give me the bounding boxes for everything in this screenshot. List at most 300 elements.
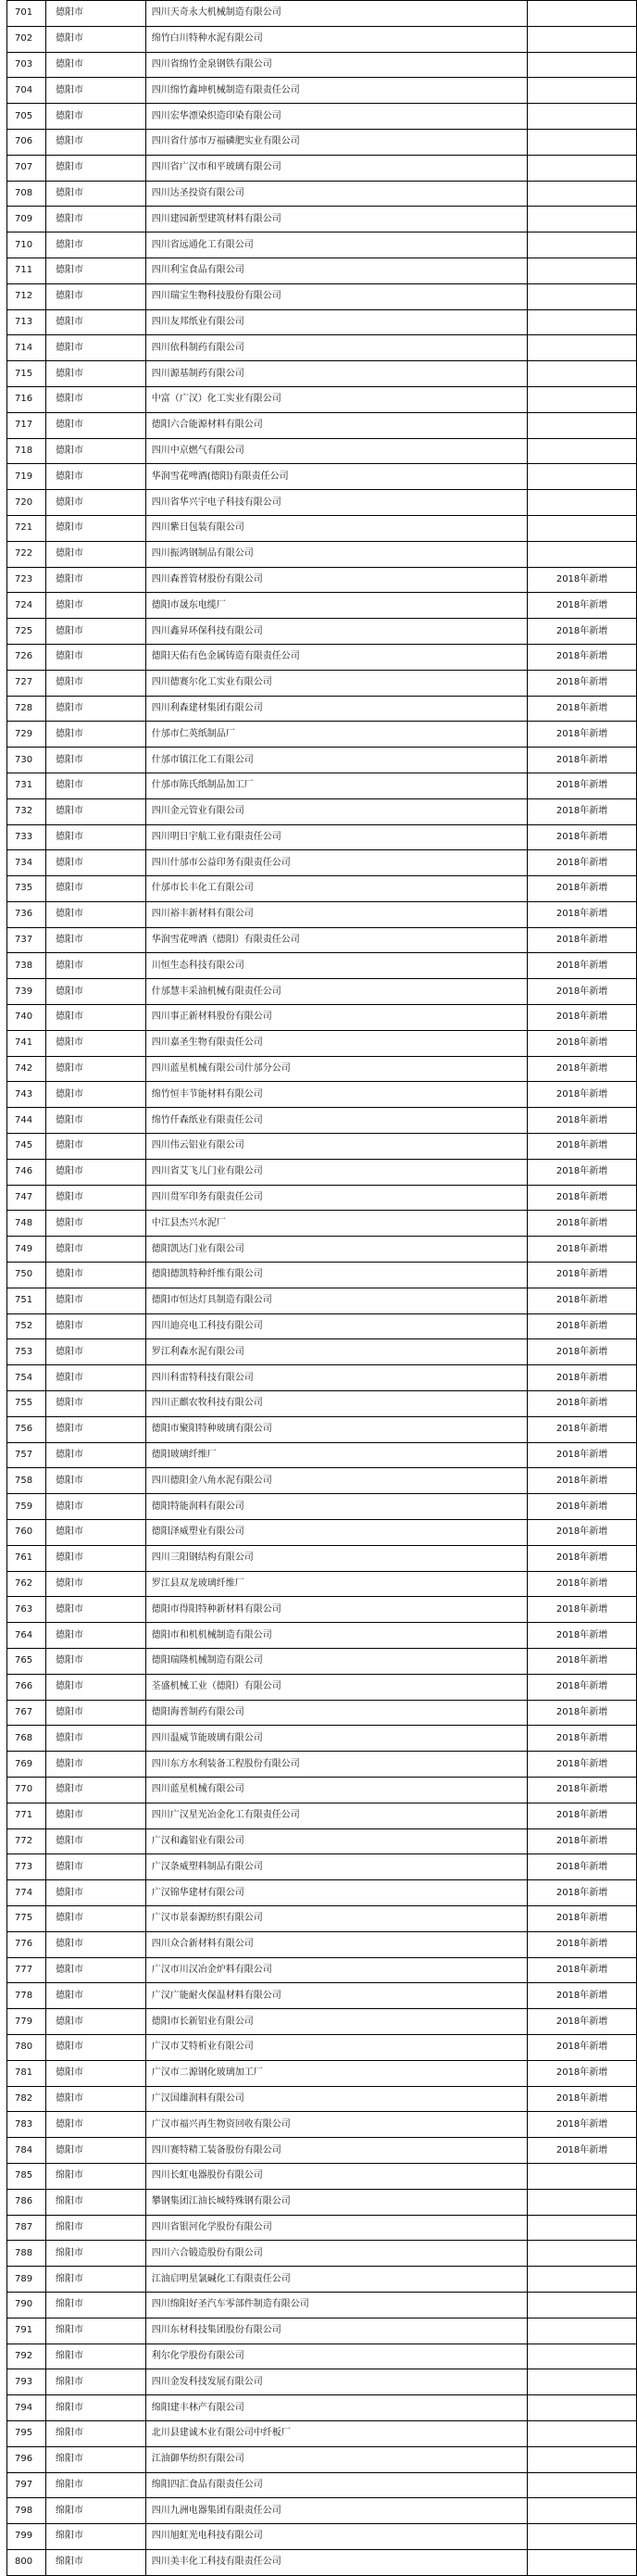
company-name-cell: 四川德赛尔化工实业有限公司 (145, 670, 527, 696)
table-row (7, 1391, 637, 1417)
table-row (7, 1674, 637, 1700)
table-row (7, 670, 637, 696)
company-name-cell: 四川嘉圣生物有限责任公司 (145, 1030, 527, 1056)
row-number: 709 (7, 207, 46, 232)
table-row (7, 2189, 637, 2215)
company-name-cell: 四川省什邡市万福磷肥实业有限公司 (145, 129, 527, 155)
note-cell: 2018年新增 (528, 1777, 637, 1803)
city-cell: 德阳市 (45, 927, 145, 953)
note-cell: 2018年新增 (528, 696, 637, 722)
city-cell: 德阳市 (45, 258, 145, 283)
city-cell: 德阳市 (45, 335, 145, 361)
table-row (7, 104, 637, 130)
company-name-cell: 四川事正新材料股份有限公司 (145, 1005, 527, 1031)
company-name-cell: 四川六合锻造股份有限公司 (145, 2241, 527, 2267)
row-number: 759 (7, 1494, 46, 1520)
city-cell: 德阳市 (45, 541, 145, 567)
note-cell: 2018年新增 (528, 1082, 637, 1108)
note-cell: 2018年新增 (528, 2060, 637, 2086)
company-name-cell: 罗江县双龙玻璃纤维厂 (145, 1571, 527, 1597)
company-name-cell: 四川三阳钢结构有限公司 (145, 1545, 527, 1571)
note-cell (528, 2446, 637, 2472)
city-cell: 德阳市 (45, 1752, 145, 1778)
row-number: 752 (7, 1313, 46, 1339)
row-number: 785 (7, 2163, 46, 2189)
city-cell: 绵阳市 (45, 2395, 145, 2421)
city-cell: 德阳市 (45, 386, 145, 412)
city-cell: 德阳市 (45, 181, 145, 207)
note-cell: 2018年新增 (528, 1365, 637, 1391)
city-cell: 德阳市 (45, 1674, 145, 1700)
table-row (7, 1468, 637, 1494)
city-cell: 德阳市 (45, 207, 145, 232)
row-number: 743 (7, 1082, 46, 1108)
row-number: 722 (7, 541, 46, 567)
note-cell (528, 207, 637, 232)
table-row (7, 2086, 637, 2112)
company-name-cell: 四川省银河化学股份有限公司 (145, 2215, 527, 2241)
row-number: 745 (7, 1134, 46, 1160)
note-cell: 2018年新增 (528, 1957, 637, 1983)
company-name-cell: 广汉和鑫铝业有限公司 (145, 1828, 527, 1854)
table-row (7, 2344, 637, 2369)
note-cell: 2018年新增 (528, 1056, 637, 1082)
company-name-cell: 四川省广汉市和平玻璃有限公司 (145, 155, 527, 181)
table-row (7, 1983, 637, 2009)
company-name-cell: 德阳德凯特种纤维有限公司 (145, 1263, 527, 1288)
company-name-cell: 江油御华纺织有限公司 (145, 2446, 527, 2472)
table-row (7, 1185, 637, 1211)
company-name-cell: 四川众合新材料有限公司 (145, 1931, 527, 1957)
row-number: 731 (7, 773, 46, 798)
row-number: 792 (7, 2344, 46, 2369)
table-row (7, 1752, 637, 1778)
table-row (7, 1777, 637, 1803)
note-cell: 2018年新增 (528, 1880, 637, 1906)
city-cell: 德阳市 (45, 1339, 145, 1365)
row-number: 719 (7, 464, 46, 490)
note-cell: 2018年新增 (528, 1185, 637, 1211)
table-row (7, 1931, 637, 1957)
row-number: 770 (7, 1777, 46, 1803)
note-cell: 2018年新增 (528, 644, 637, 670)
row-number: 799 (7, 2524, 46, 2550)
city-cell: 绵阳市 (45, 2472, 145, 2498)
table-row (7, 1597, 637, 1623)
city-cell: 德阳市 (45, 1905, 145, 1931)
city-cell: 德阳市 (45, 1442, 145, 1468)
note-cell: 2018年新增 (528, 1237, 637, 1263)
row-number: 775 (7, 1905, 46, 1931)
row-number: 778 (7, 1983, 46, 2009)
company-name-cell: 四川省艾飞儿门业有限公司 (145, 1159, 527, 1185)
table-body (7, 1, 637, 2576)
table-row (7, 515, 637, 541)
row-number: 783 (7, 2112, 46, 2138)
company-name-cell: 四川振鸿钢制品有限公司 (145, 541, 527, 567)
city-cell: 德阳市 (45, 670, 145, 696)
city-cell: 德阳市 (45, 722, 145, 748)
table-row (7, 1288, 637, 1313)
note-cell: 2018年新增 (528, 1571, 637, 1597)
city-cell: 德阳市 (45, 567, 145, 593)
note-cell: 2018年新增 (528, 2034, 637, 2060)
row-number: 756 (7, 1416, 46, 1442)
city-cell: 德阳市 (45, 2034, 145, 2060)
note-cell (528, 335, 637, 361)
company-name-cell: 四川鑫昇环保科技有限公司 (145, 619, 527, 645)
company-name-cell: 绵竹恒丰节能材料有限公司 (145, 1082, 527, 1108)
table-row (7, 129, 637, 155)
company-name-cell: 江油启明星氯碱化工有限责任公司 (145, 2267, 527, 2293)
city-cell: 德阳市 (45, 1571, 145, 1597)
row-number: 784 (7, 2138, 46, 2164)
company-name-cell: 四川长虹电器股份有限公司 (145, 2163, 527, 2189)
note-cell: 2018年新增 (528, 1931, 637, 1957)
company-name-cell: 四川九洲电器集团有限责任公司 (145, 2498, 527, 2524)
company-name-cell: 德阳海普制药有限公司 (145, 1700, 527, 1726)
company-name-cell: 罗江利森水泥有限公司 (145, 1339, 527, 1365)
note-cell: 2018年新增 (528, 1494, 637, 1520)
note-cell: 2018年新增 (528, 722, 637, 748)
row-number: 704 (7, 78, 46, 104)
table-row (7, 953, 637, 979)
row-number: 755 (7, 1391, 46, 1417)
row-number: 754 (7, 1365, 46, 1391)
city-cell: 德阳市 (45, 876, 145, 902)
company-name-cell: 绵竹白川特种水泥有限公司 (145, 26, 527, 52)
note-cell: 2018年新增 (528, 1752, 637, 1778)
row-number: 765 (7, 1649, 46, 1675)
table-row (7, 232, 637, 258)
table-row (7, 1905, 637, 1931)
note-cell (528, 2344, 637, 2369)
row-number: 800 (7, 2549, 46, 2575)
table-row (7, 2472, 637, 2498)
city-cell: 德阳市 (45, 438, 145, 464)
row-number: 734 (7, 850, 46, 876)
city-cell: 绵阳市 (45, 2369, 145, 2395)
city-cell: 德阳市 (45, 748, 145, 773)
city-cell: 德阳市 (45, 78, 145, 104)
city-cell: 绵阳市 (45, 2215, 145, 2241)
company-name-cell: 广汉条威塑料制品有限公司 (145, 1854, 527, 1880)
city-cell: 德阳市 (45, 2009, 145, 2035)
company-name-cell: 四川金元管业有限公司 (145, 798, 527, 824)
row-number: 781 (7, 2060, 46, 2086)
note-cell: 2018年新增 (528, 1159, 637, 1185)
row-number: 750 (7, 1263, 46, 1288)
table-row (7, 619, 637, 645)
city-cell: 德阳市 (45, 953, 145, 979)
company-name-cell: 德阳凯达门业有限公司 (145, 1237, 527, 1263)
table-row (7, 722, 637, 748)
city-cell: 绵阳市 (45, 2420, 145, 2446)
table-row (7, 283, 637, 309)
table-row (7, 490, 637, 516)
company-name-cell: 华润雪花啤酒（德阳）有限责任公司 (145, 927, 527, 953)
row-number: 718 (7, 438, 46, 464)
table-row (7, 1854, 637, 1880)
company-name-cell: 四川蓝星机械有限公司什邡分公司 (145, 1056, 527, 1082)
note-cell (528, 541, 637, 567)
table-row (7, 1082, 637, 1108)
row-number: 712 (7, 283, 46, 309)
note-cell: 2018年新增 (528, 2009, 637, 2035)
company-name-cell: 四川迪亮电工科技有限公司 (145, 1313, 527, 1339)
row-number: 735 (7, 876, 46, 902)
company-name-cell: 广汉国雄润料有限公司 (145, 2086, 527, 2112)
note-cell (528, 104, 637, 130)
city-cell: 德阳市 (45, 129, 145, 155)
table-row (7, 1649, 637, 1675)
company-name-cell: 四川省华兴宇电子科技有限公司 (145, 490, 527, 516)
city-cell: 德阳市 (45, 901, 145, 927)
row-number: 707 (7, 155, 46, 181)
row-number: 758 (7, 1468, 46, 1494)
table-row (7, 1, 637, 27)
note-cell: 2018年新增 (528, 670, 637, 696)
company-name-cell: 绵阳建丰林产有限公司 (145, 2395, 527, 2421)
table-row (7, 181, 637, 207)
table-row (7, 2420, 637, 2446)
table-row (7, 1416, 637, 1442)
city-cell: 德阳市 (45, 309, 145, 335)
table-row (7, 1313, 637, 1339)
company-name-cell: 四川利宝食品有限公司 (145, 258, 527, 283)
note-cell (528, 2292, 637, 2318)
row-number: 711 (7, 258, 46, 283)
company-name-cell: 广汉市二源钢化玻璃加工厂 (145, 2060, 527, 2086)
city-cell: 德阳市 (45, 1313, 145, 1339)
note-cell: 2018年新增 (528, 2138, 637, 2164)
note-cell: 2018年新增 (528, 2086, 637, 2112)
row-number: 761 (7, 1545, 46, 1571)
company-name-cell: 绵竹仟森纸业有限责任公司 (145, 1108, 527, 1134)
company-name-cell: 德阳市长新铝业有限公司 (145, 2009, 527, 2035)
row-number: 717 (7, 412, 46, 438)
city-cell: 德阳市 (45, 1468, 145, 1494)
company-name-cell: 四川明日宇航工业有限责任公司 (145, 824, 527, 850)
city-cell: 德阳市 (45, 1545, 145, 1571)
city-cell: 德阳市 (45, 1649, 145, 1675)
table-row (7, 1263, 637, 1288)
company-name-cell: 四川科雷特科技有限公司 (145, 1365, 527, 1391)
table-row (7, 26, 637, 52)
row-number: 791 (7, 2318, 46, 2344)
row-number: 742 (7, 1056, 46, 1082)
city-cell: 德阳市 (45, 1726, 145, 1752)
company-name-cell: 北川县建诚木业有限公司中纤板厂 (145, 2420, 527, 2446)
company-name-cell: 广汉广能耐火保温材料有限公司 (145, 1983, 527, 2009)
company-name-cell: 德阳市聚阳特种玻璃有限公司 (145, 1416, 527, 1442)
table-row (7, 1623, 637, 1649)
table-row (7, 2060, 637, 2086)
row-number: 747 (7, 1185, 46, 1211)
note-cell: 2018年新增 (528, 1674, 637, 1700)
row-number: 741 (7, 1030, 46, 1056)
table-row (7, 1828, 637, 1854)
row-number: 713 (7, 309, 46, 335)
note-cell (528, 490, 637, 516)
company-name-cell: 四川依科制药有限公司 (145, 335, 527, 361)
note-cell (528, 2369, 637, 2395)
city-cell: 德阳市 (45, 1983, 145, 2009)
city-cell: 德阳市 (45, 1803, 145, 1828)
table-row (7, 2498, 637, 2524)
city-cell: 德阳市 (45, 1263, 145, 1288)
city-cell: 德阳市 (45, 1005, 145, 1031)
note-cell: 2018年新增 (528, 798, 637, 824)
company-name-cell: 四川裕丰新材料有限公司 (145, 901, 527, 927)
table-row (7, 979, 637, 1005)
city-cell: 德阳市 (45, 1700, 145, 1726)
city-cell: 德阳市 (45, 52, 145, 78)
note-cell: 2018年新增 (528, 1828, 637, 1854)
note-cell (528, 2241, 637, 2267)
company-name-cell: 四川金发科技发展有限公司 (145, 2369, 527, 2395)
table-row (7, 1520, 637, 1546)
note-cell: 2018年新增 (528, 1030, 637, 1056)
note-cell: 2018年新增 (528, 901, 637, 927)
city-cell: 德阳市 (45, 593, 145, 619)
company-name-cell: 四川利森建材集团有限公司 (145, 696, 527, 722)
table-row (7, 748, 637, 773)
table-row (7, 2215, 637, 2241)
row-number: 789 (7, 2267, 46, 2293)
table-row (7, 78, 637, 104)
table-row (7, 335, 637, 361)
table-row (7, 696, 637, 722)
city-cell: 绵阳市 (45, 2446, 145, 2472)
note-cell: 2018年新增 (528, 927, 637, 953)
company-name-cell: 什邡慧丰采油机械有限责任公司 (145, 979, 527, 1005)
table-row (7, 1700, 637, 1726)
table-row (7, 1494, 637, 1520)
note-cell (528, 2498, 637, 2524)
company-name-cell: 四川伟云铝业有限公司 (145, 1134, 527, 1160)
company-name-cell: 广汉市景泰源纺织有限公司 (145, 1905, 527, 1931)
company-name-cell: 广汉锦华建材有限公司 (145, 1880, 527, 1906)
table-row (7, 1571, 637, 1597)
table-row (7, 1108, 637, 1134)
table-row (7, 1005, 637, 1031)
table-row (7, 1134, 637, 1160)
row-number: 751 (7, 1288, 46, 1313)
city-cell: 德阳市 (45, 104, 145, 130)
company-name-cell: 四川森普管材股份有限公司 (145, 567, 527, 593)
row-number: 771 (7, 1803, 46, 1828)
city-cell: 德阳市 (45, 283, 145, 309)
city-cell: 德阳市 (45, 1391, 145, 1417)
table-row (7, 2241, 637, 2267)
note-cell: 2018年新增 (528, 1442, 637, 1468)
company-name-cell: 德阳瑞隆机械制造有限公司 (145, 1649, 527, 1675)
row-number: 776 (7, 1931, 46, 1957)
note-cell: 2018年新增 (528, 773, 637, 798)
company-name-cell: 四川绵阳好圣汽车零部件制造有限公司 (145, 2292, 527, 2318)
note-cell (528, 2318, 637, 2344)
table-row (7, 876, 637, 902)
table-row (7, 2138, 637, 2164)
city-cell: 德阳市 (45, 1211, 145, 1237)
row-number: 788 (7, 2241, 46, 2267)
company-name-cell: 四川贯军印务有限责任公司 (145, 1185, 527, 1211)
note-cell: 2018年新增 (528, 1263, 637, 1288)
row-number: 798 (7, 2498, 46, 2524)
note-cell: 2018年新增 (528, 1313, 637, 1339)
note-cell (528, 155, 637, 181)
note-cell (528, 283, 637, 309)
city-cell: 德阳市 (45, 1134, 145, 1160)
row-number: 762 (7, 1571, 46, 1597)
city-cell: 德阳市 (45, 490, 145, 516)
table-row (7, 1726, 637, 1752)
company-name-cell: 四川紫日包装有限公司 (145, 515, 527, 541)
table-row (7, 2524, 637, 2550)
note-cell: 2018年新增 (528, 619, 637, 645)
city-cell: 德阳市 (45, 464, 145, 490)
company-name-cell: 四川友邦纸业有限公司 (145, 309, 527, 335)
city-cell: 德阳市 (45, 1159, 145, 1185)
company-name-cell: 四川蓝星机械有限公司 (145, 1777, 527, 1803)
table-row (7, 155, 637, 181)
city-cell: 德阳市 (45, 1030, 145, 1056)
note-cell (528, 181, 637, 207)
row-number: 786 (7, 2189, 46, 2215)
row-number: 738 (7, 953, 46, 979)
city-cell: 绵阳市 (45, 2344, 145, 2369)
table-row (7, 1442, 637, 1468)
table-row (7, 52, 637, 78)
note-cell: 2018年新增 (528, 567, 637, 593)
table-row (7, 207, 637, 232)
note-cell (528, 2549, 637, 2575)
row-number: 757 (7, 1442, 46, 1468)
row-number: 772 (7, 1828, 46, 1854)
city-cell: 绵阳市 (45, 2292, 145, 2318)
note-cell: 2018年新增 (528, 1288, 637, 1313)
table-row (7, 2369, 637, 2395)
city-cell: 德阳市 (45, 361, 145, 387)
company-name-cell: 华润雪花啤酒(德阳)有限责任公司 (145, 464, 527, 490)
table-row (7, 2163, 637, 2189)
company-name-cell: 广汉市福兴再生物资回收有限公司 (145, 2112, 527, 2138)
row-number: 708 (7, 181, 46, 207)
company-name-cell: 德阳泽威塑业有限公司 (145, 1520, 527, 1546)
company-name-cell: 川恒生态科技有限公司 (145, 953, 527, 979)
table-row (7, 1211, 637, 1237)
note-cell (528, 1, 637, 27)
city-cell: 德阳市 (45, 1520, 145, 1546)
company-name-cell: 四川正麒农牧科技有限公司 (145, 1391, 527, 1417)
row-number: 779 (7, 2009, 46, 2035)
company-name-cell: 四川东材科技集团股份有限公司 (145, 2318, 527, 2344)
table-row (7, 824, 637, 850)
note-cell (528, 438, 637, 464)
row-number: 730 (7, 748, 46, 773)
enterprise-table (6, 0, 637, 2576)
row-number: 746 (7, 1159, 46, 1185)
row-number: 787 (7, 2215, 46, 2241)
company-name-cell: 四川东方水利装备工程股份有限公司 (145, 1752, 527, 1778)
city-cell: 绵阳市 (45, 2267, 145, 2293)
city-cell: 德阳市 (45, 1854, 145, 1880)
row-number: 777 (7, 1957, 46, 1983)
city-cell: 德阳市 (45, 2086, 145, 2112)
city-cell: 绵阳市 (45, 2241, 145, 2267)
company-name-cell: 利尔化学股份有限公司 (145, 2344, 527, 2369)
